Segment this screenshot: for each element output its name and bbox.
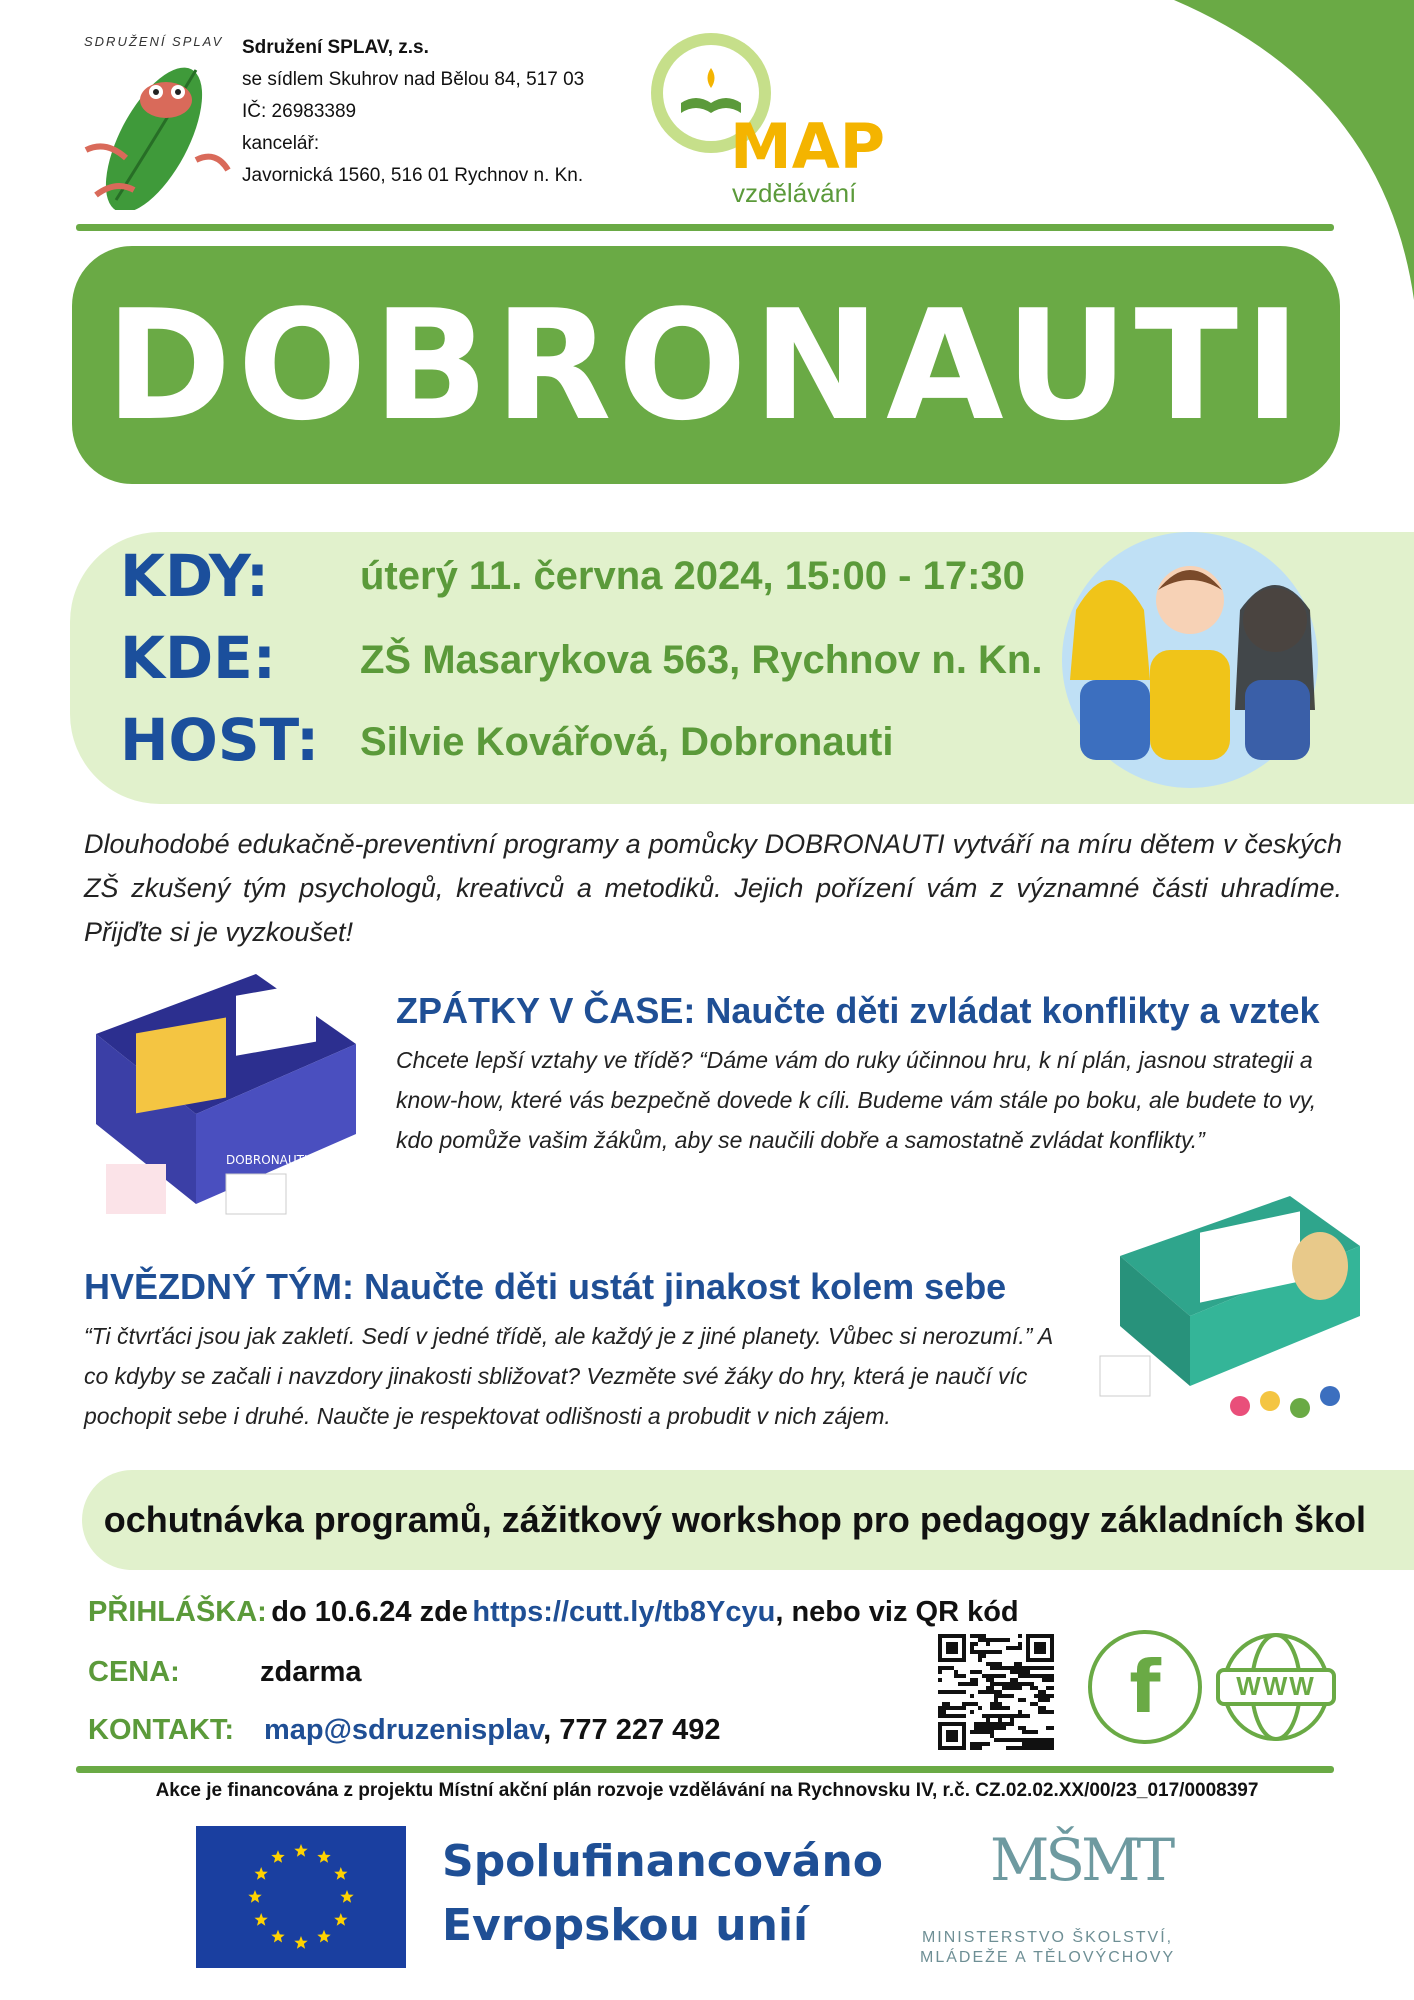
page-title: DOBRONAUTI [105, 276, 1307, 454]
registration-qr-note: , nebo viz QR kód [775, 1596, 1019, 1628]
splav-logo [56, 30, 236, 210]
map-logo [646, 28, 896, 208]
registration-label: PŘIHLÁŠKA: [88, 1596, 267, 1628]
host-value: Silvie Kovářová, Dobronauti [360, 720, 894, 764]
when-label: KDY: [120, 542, 270, 610]
workshop-band [82, 1470, 1414, 1570]
registration-row [88, 1596, 1019, 1629]
funding-note: Akce je financována z projektu Místní akční plán rozvoje vzdělávání na Rychnovsku IV, r.č. CZ.02.02.XX/00/23_017/0008397 [155, 1780, 1259, 1801]
qr-code[interactable] [934, 1630, 1058, 1754]
contact-phone: , 777 227 492 [543, 1714, 721, 1746]
org-ic: IČ: 26983389 [242, 101, 357, 122]
where-label: KDE: [120, 624, 276, 692]
eu-flag [196, 1826, 406, 1968]
website-button[interactable] [1214, 1630, 1338, 1744]
office-label: kancelář: [242, 133, 320, 154]
intro-paragraph: Dlouhodobé edukačně-preventivní programy a pomůcky DOBRONAUTI vytváří na míru dětem v českých ZŠ zkušený tým psychologů, kreativců a metodiků. Jejich pořízení vám z významné části uhradíme. Přijďte si je vyzkoušet! [84, 829, 1342, 947]
program1-heading: ZPÁTKY V ČASE: Naučte děti zvládat konflikty a vztek [396, 990, 1320, 1031]
contact-value [264, 1714, 721, 1747]
registration-link[interactable]: https://cutt.ly/tb8Ycyu [472, 1596, 776, 1628]
map-logo-sub: vzdělávání [732, 178, 857, 208]
top-divider [76, 224, 1334, 231]
org-name: Sdružení SPLAV, z.s. [242, 37, 429, 58]
price-label: CENA: [88, 1656, 180, 1688]
bottom-divider [76, 1766, 1334, 1773]
program1-text: Chcete lepší vztahy ve třídě? “Dáme vám do ruky účinnou hru, k ní plán, jasnou strategii a know-how, které vás bezpečně dovede k cíli. Budeme vám stále po boku, ale budete to vy, kdo pomůže vašim žákům, aby se naučili dobře a samostatně zvládat konflikty.” [396, 1047, 1317, 1153]
org-address-block [242, 32, 584, 192]
contact-email[interactable]: map@sdruzenisplav [264, 1714, 544, 1746]
registration-date: do 10.6.24 zde [271, 1596, 468, 1628]
msmt-logo-mark: MŠMT [990, 1826, 1172, 1894]
where-value: ZŠ Masarykova 563, Rychnov n. Kn. [360, 638, 1043, 682]
facebook-button[interactable] [1088, 1630, 1202, 1744]
msmt-logo [990, 1826, 1171, 1894]
game-box-label: DOBRONAUTI [226, 1153, 308, 1167]
msmt-name [920, 1928, 1175, 1968]
facebook-icon: f [1129, 1645, 1161, 1729]
eu-cofinanced-text [442, 1830, 883, 1958]
msmt-line1: MINISTERSTVO ŠKOLSTVÍ, [921, 1929, 1174, 1946]
eu-line1: Spolufinancováno [442, 1836, 884, 1887]
program2-text: “Ti čtvrťáci jsou jak zakletí. Sedí v jedné třídě, ale každý je z jiné planety. Vůbec si nerozumí.” A co kdyby se začali i navzdory jinakosti sbližovat? Vezměte své žáky do hry, která je naučí víc pochopit sebe i druhé. Naučte je respektovat odlišnosti a probudit v nich zájem. [84, 1323, 1053, 1429]
title-banner [72, 246, 1340, 484]
host-label: HOST: [120, 706, 320, 774]
game-box-hvezdny-image [1090, 1186, 1370, 1436]
website-label: WWW [1236, 1671, 1316, 1701]
workshop-band-text: ochutnávka programů, zážitkový workshop pro pedagogy základních škol [103, 1499, 1366, 1540]
when-value: úterý 11. června 2024, 15:00 - 17:30 [360, 554, 1025, 598]
kids-illustration [1040, 510, 1340, 790]
program2-heading: HVĚZDNÝ TÝM: Naučte děti ustát jinakost kolem sebe [84, 1266, 1007, 1307]
office-address: Javornická 1560, 516 01 Rychnov n. Kn. [242, 165, 584, 186]
game-box-zpatky-image [76, 974, 366, 1224]
eu-line2: Evropskou unií [442, 1900, 809, 1951]
map-logo-main: MAP [730, 110, 886, 183]
splav-logo-text: SDRUŽENÍ SPLAV [84, 34, 224, 49]
contact-label: KONTAKT: [88, 1714, 235, 1746]
msmt-line2: MLÁDEŽE A TĚLOVÝCHOVY [920, 1949, 1176, 1966]
price-value: zdarma [260, 1656, 362, 1688]
org-address: se sídlem Skuhrov nad Bělou 84, 517 03 [242, 69, 585, 90]
